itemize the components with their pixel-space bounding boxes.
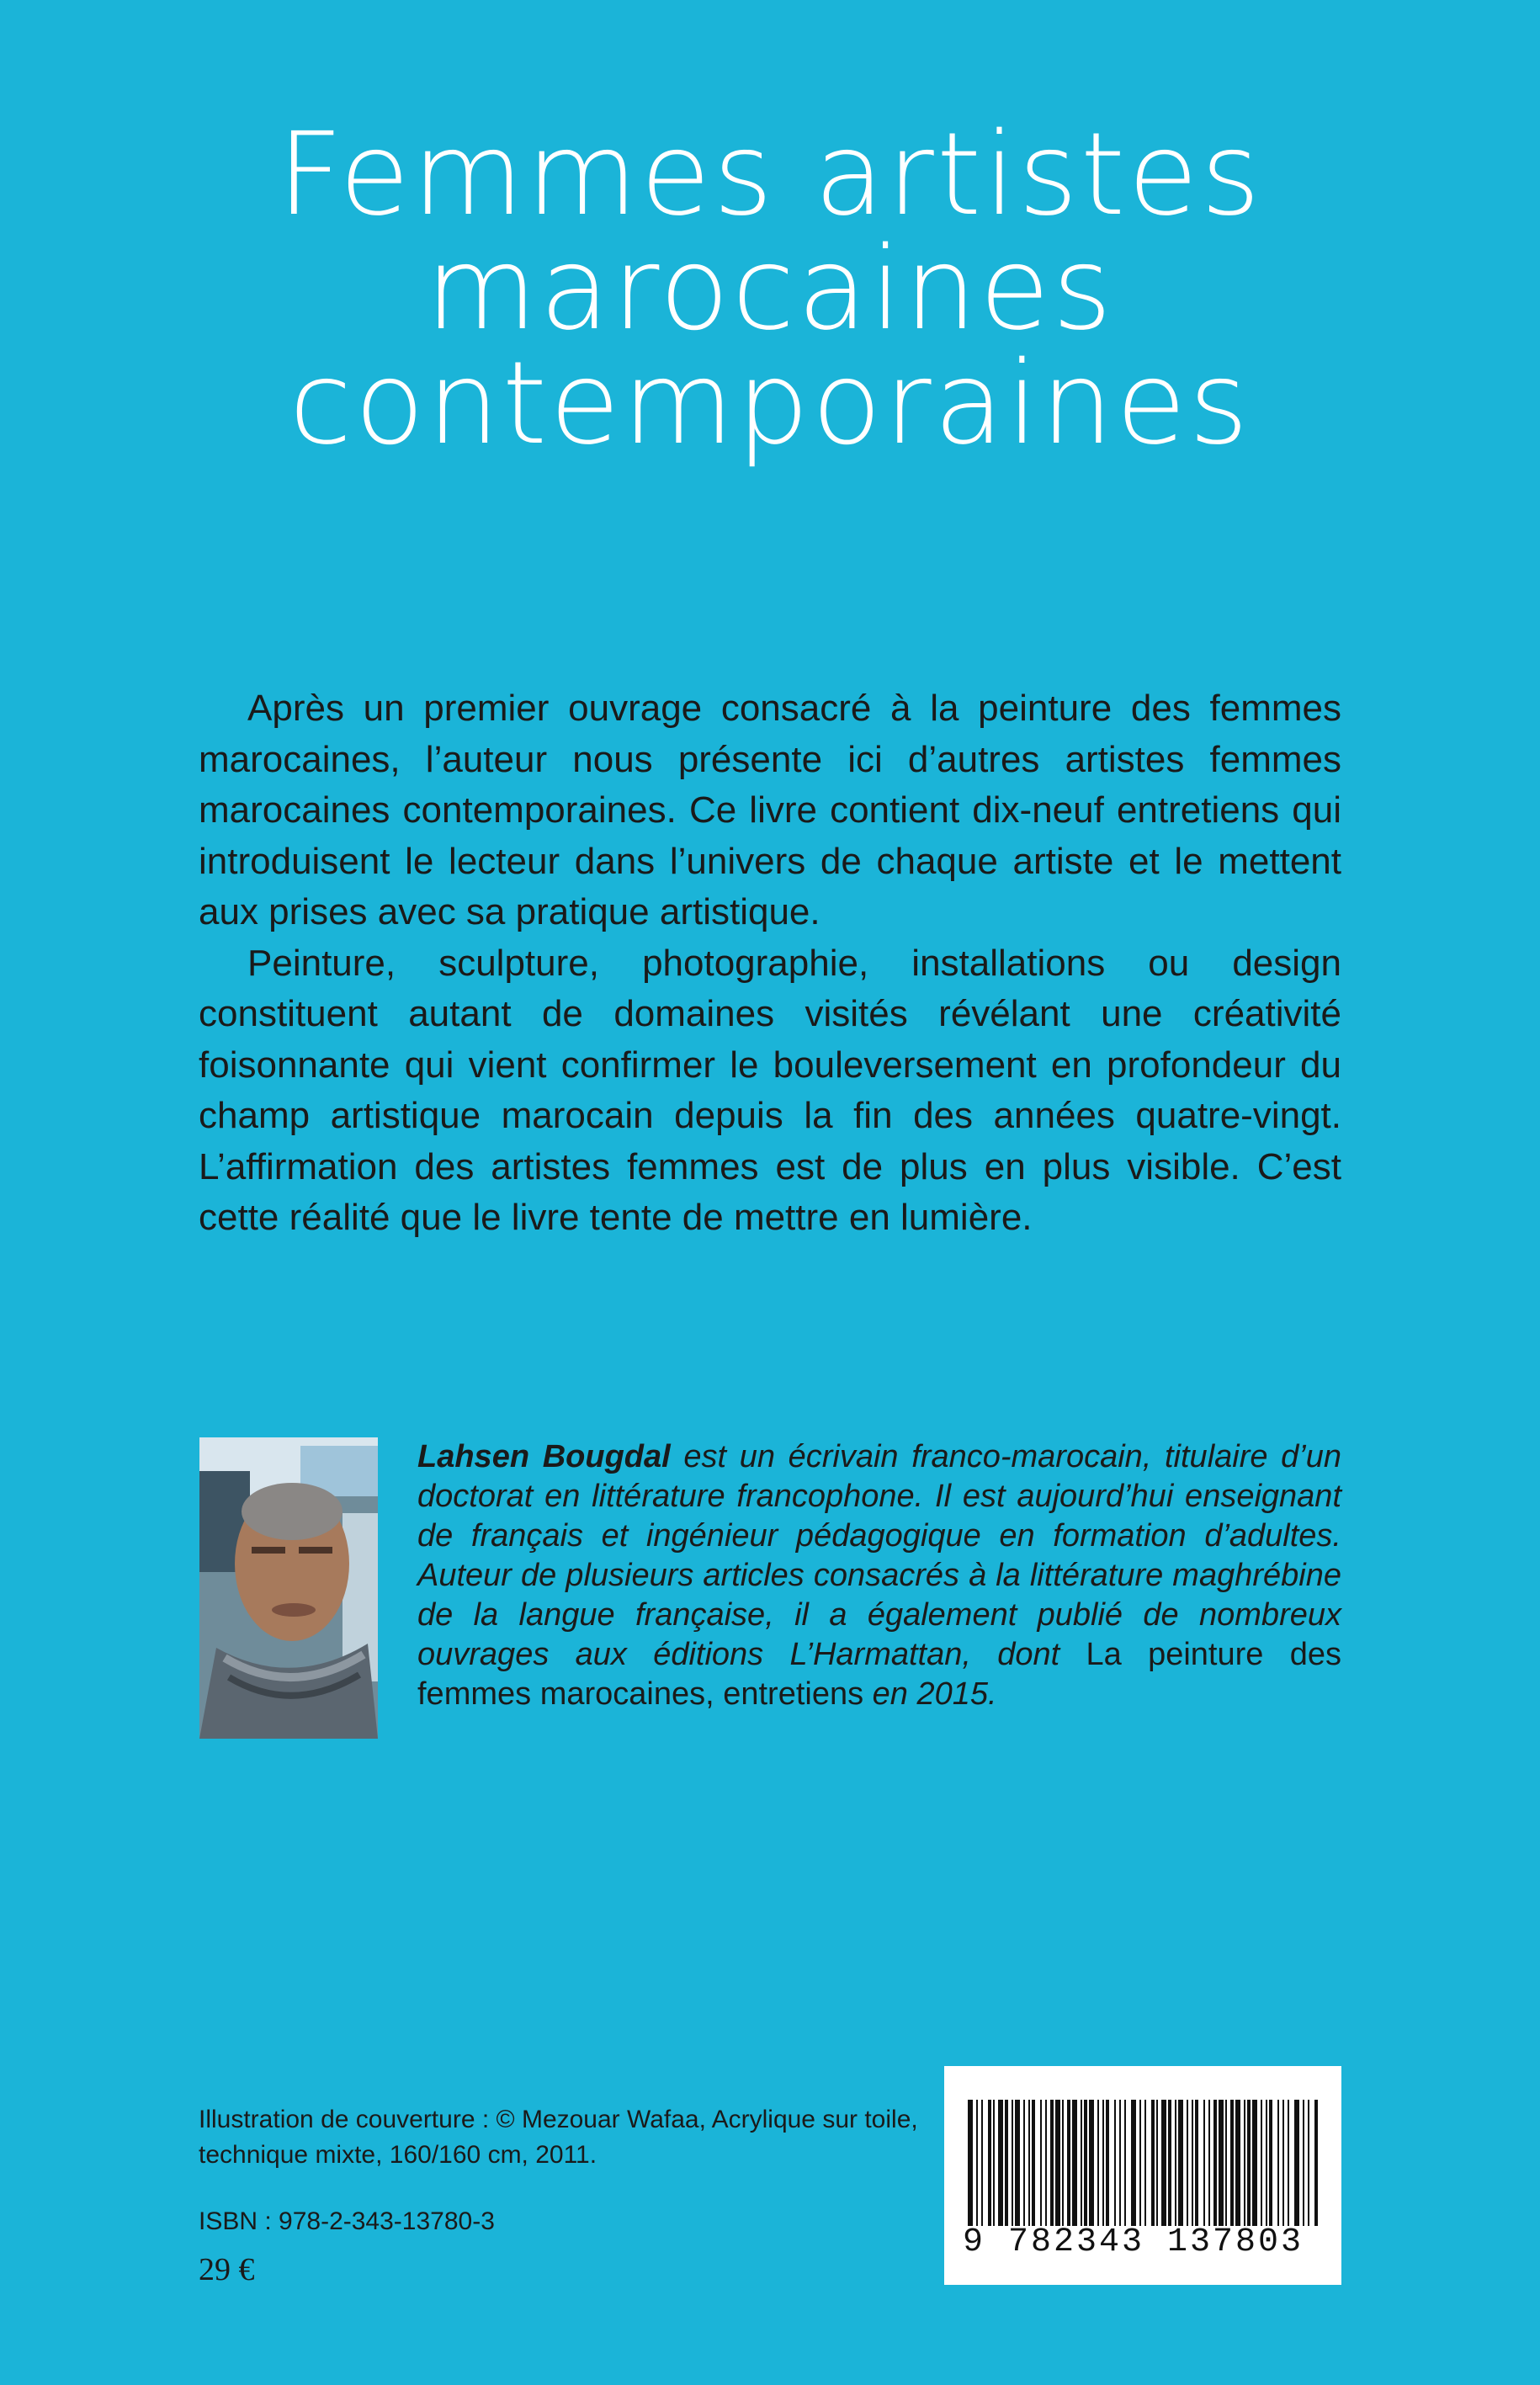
barcode-bar — [1012, 2100, 1013, 2226]
title-line-3: contemporaines — [289, 337, 1251, 470]
barcode-bar — [1114, 2100, 1116, 2226]
barcode-bar — [1208, 2100, 1210, 2226]
barcode-bar — [1168, 2100, 1171, 2226]
barcode-bar — [1213, 2100, 1217, 2226]
barcode-bar — [1230, 2100, 1234, 2226]
barcode-bar — [1084, 2100, 1087, 2226]
bio-part-2: en 2015. — [863, 1676, 997, 1712]
barcode-bars — [968, 2100, 1318, 2226]
barcode — [944, 2066, 1341, 2285]
barcode-bar — [1187, 2100, 1188, 2226]
barcode-bar — [1005, 2100, 1008, 2226]
barcode-bar — [1261, 2100, 1262, 2226]
title-line-2: marocaines — [425, 223, 1115, 356]
barcode-bar — [1055, 2100, 1060, 2226]
author-name: Lahsen Bougdal — [417, 1439, 671, 1474]
barcode-digits: 9 782343 137803 — [963, 2223, 1304, 2261]
barcode-bar — [993, 2100, 995, 2226]
blurb-paragraph-2: Peinture, sculpture, photographie, installations ou design constituent autant de domaines visités révélant une créativité foisonnante qui vient confirmer le bouleversement en profondeur du champ artistique marocain depuis la fin des années quatre-vingt. L’affirmation des artistes femmes est de plus en plus visible. C’est cette réalité que le livre tente de mettre en lumière. — [199, 942, 1341, 1238]
barcode-bar — [998, 2100, 1003, 2226]
barcode-bar — [1303, 2100, 1304, 2226]
barcode-bar — [1175, 2100, 1176, 2226]
barcode-bar — [1247, 2100, 1251, 2226]
barcode-bar — [1032, 2100, 1035, 2226]
barcode-bar — [1203, 2100, 1205, 2226]
barcode-bar — [1252, 2100, 1257, 2226]
previous-book-title: La peinture des femmes marocaines, entretiens — [417, 1637, 1341, 1712]
barcode-bar — [1045, 2100, 1047, 2226]
barcode-bar — [1102, 2100, 1104, 2226]
back-cover-blurb — [199, 683, 1341, 1244]
barcode-bar — [1097, 2100, 1099, 2226]
barcode-bar — [1028, 2100, 1030, 2226]
author-bio-text — [417, 1437, 1341, 1714]
book-title — [0, 109, 1540, 470]
author-photo — [199, 1437, 378, 1739]
title-line-1: Femmes artistes — [277, 109, 1263, 242]
barcode-bar — [1151, 2100, 1155, 2226]
barcode-bar — [1192, 2100, 1193, 2226]
barcode-bar — [1062, 2100, 1064, 2226]
barcode-bar — [1050, 2100, 1054, 2226]
barcode-bar — [1131, 2100, 1136, 2226]
isbn: ISBN : 978-2-343-13780-3 — [199, 2207, 495, 2235]
barcode-bar — [1225, 2100, 1227, 2226]
blurb-paragraph-1: Après un premier ouvrage consacré à la peinture des femmes marocaines, l’auteur nous présente ici d’autres artistes femmes marocaines contemporaines. Ce livre contient dix-neuf entretiens qui introduisent le lecteur dans l’univers de chaque artiste et le mettent aux prises avec sa pratique artistique. — [199, 688, 1341, 932]
barcode-bar — [1235, 2100, 1240, 2226]
barcode-bar — [1081, 2100, 1082, 2226]
barcode-bar — [1023, 2100, 1025, 2226]
barcode-bar — [1156, 2100, 1158, 2226]
author-bio — [417, 1437, 1341, 1714]
price: 29 € — [199, 2252, 255, 2287]
cover-illustration-credit: Illustration de couverture : © Mezouar Wafaa, Acrylique sur toile, technique mixte, 160/160 cm, 2011. — [199, 2106, 918, 2169]
barcode-bar — [1308, 2100, 1309, 2226]
barcode-bar — [1124, 2100, 1126, 2226]
barcode-bar — [1015, 2100, 1020, 2226]
barcode-bar — [1314, 2100, 1318, 2226]
barcode-bar — [1269, 2100, 1272, 2226]
barcode-bar — [988, 2100, 991, 2226]
barcode-bar — [1119, 2100, 1121, 2226]
barcode-bar — [1288, 2100, 1289, 2226]
barcode-bar — [1282, 2100, 1284, 2226]
barcode-bar — [1072, 2100, 1077, 2226]
bio-part-1: est un écrivain franco-marocain, titulaire d’un doctorat en littérature francophone. Il est aujourd’hui enseignant de français et ingénieur pédagogique en formation d’adultes. Auteur de plusieurs articles consacrés à la littérature maghrébine de la langue française, il a également publié de nombreux ouvrages aux éditions L’Harmattan, dont — [417, 1439, 1342, 1672]
barcode-bar — [1277, 2100, 1279, 2226]
barcode-bar — [981, 2100, 983, 2226]
barcode-bar — [1178, 2100, 1183, 2226]
barcode-bar — [1089, 2100, 1094, 2226]
barcode-bar — [1067, 2100, 1070, 2226]
barcode-bar — [1219, 2100, 1224, 2226]
barcode-bar — [976, 2100, 978, 2226]
barcode-bar — [1144, 2100, 1146, 2226]
barcode-bar — [1040, 2100, 1042, 2226]
barcode-bar — [1195, 2100, 1198, 2226]
barcode-bar — [1106, 2100, 1109, 2226]
barcode-bar — [1139, 2100, 1141, 2226]
author-portrait-image — [199, 1437, 378, 1739]
barcode-bar — [1244, 2100, 1245, 2226]
barcode-bar — [1266, 2100, 1267, 2226]
barcode-bar — [1294, 2100, 1299, 2226]
barcode-bar — [1161, 2100, 1166, 2226]
barcode-bar — [968, 2100, 973, 2226]
